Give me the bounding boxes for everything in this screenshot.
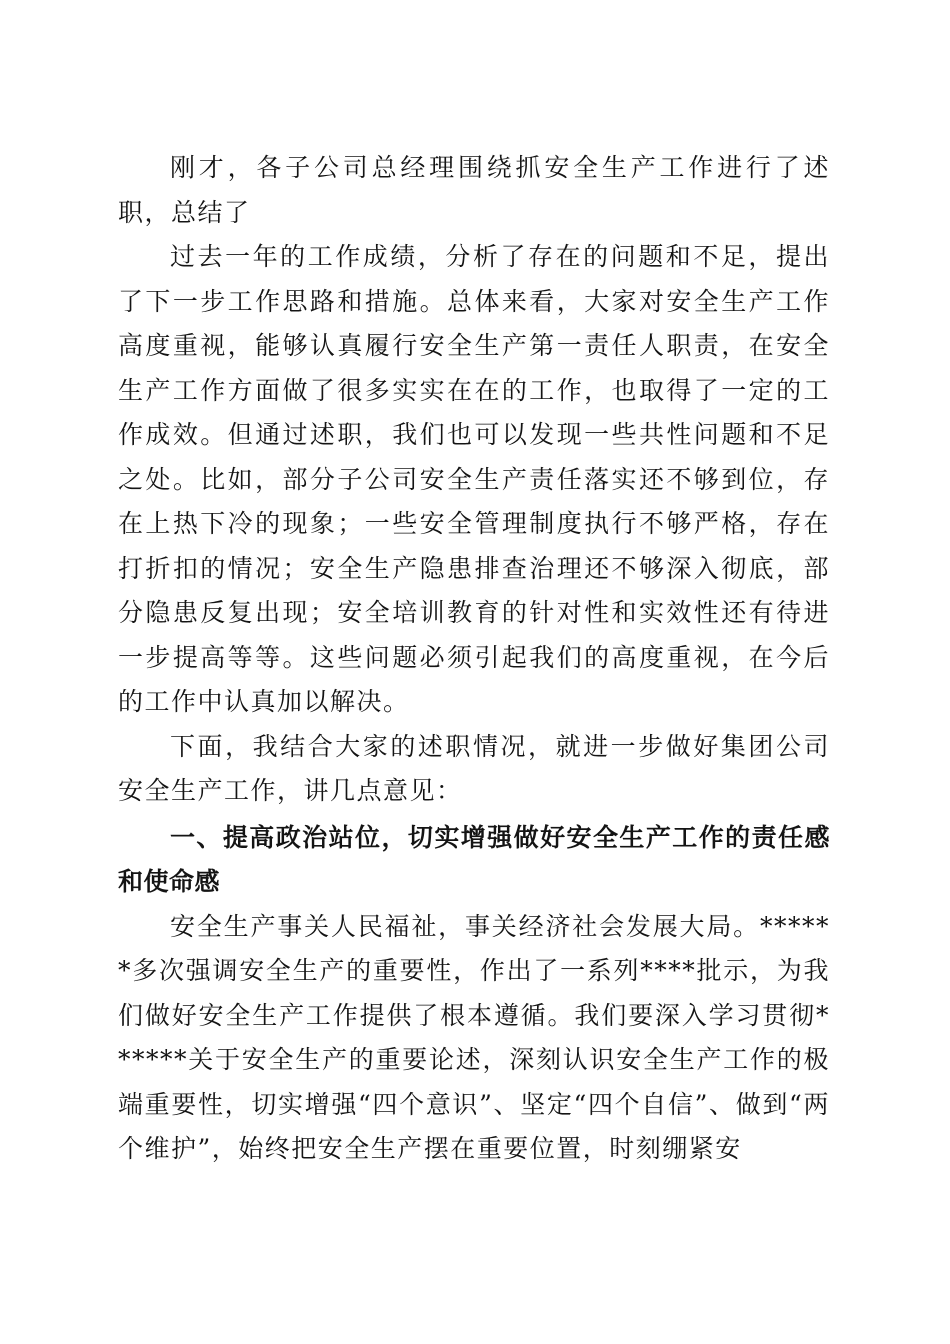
paragraph-section-1-body: 安全生产事关人民福祉，事关经济社会发展大局。******多次强调安全生产的重要性，作出了一系列****批示，为我们做好安全生产工作提供了根本遵循。我们要深入学习贯彻******关于安全生产的重要论述，深刻认识安全生产工作的极端重要性，切实增强“四个意识”、坚定“四个自信”、做到“两个维护”，始终把安全生产摆在重要位置，时刻绷紧安 [118, 911, 830, 1163]
document-body [118, 146, 830, 1172]
paragraph-summary: 过去一年的工作成绩，分析了存在的问题和不足，提出了下一步工作思路和措施。总体来看，大家对安全生产工作高度重视，能够认真履行安全生产第一责任人职责，在安全生产工作方面做了很多实实在在的工作，也取得了一定的工作成效。但通过述职，我们也可以发现一些共性问题和不足之处。比如，部分子公司安全生产责任落实还不够到位，存在上热下冷的现象；一些安全管理制度执行不够严格，存在打折扣的情况；安全生产隐患排查治理还不够深入彻底，部分隐患反复出现；安全培训教育的针对性和实效性还有待进一步提高等等。这些问题必须引起我们的高度重视，在今后的工作中认真加以解决。 [118, 242, 830, 716]
paragraph-opening: 刚才，各子公司总经理围绕抓安全生产工作进行了述职，总结了 [118, 153, 830, 227]
paragraph-transition: 下面，我结合大家的述职情况，就进一步做好集团公司安全生产工作，讲几点意见： [118, 731, 830, 805]
section-heading-1: 一、提高政治站位，切实增强做好安全生产工作的责任感和使命感 [118, 822, 830, 896]
